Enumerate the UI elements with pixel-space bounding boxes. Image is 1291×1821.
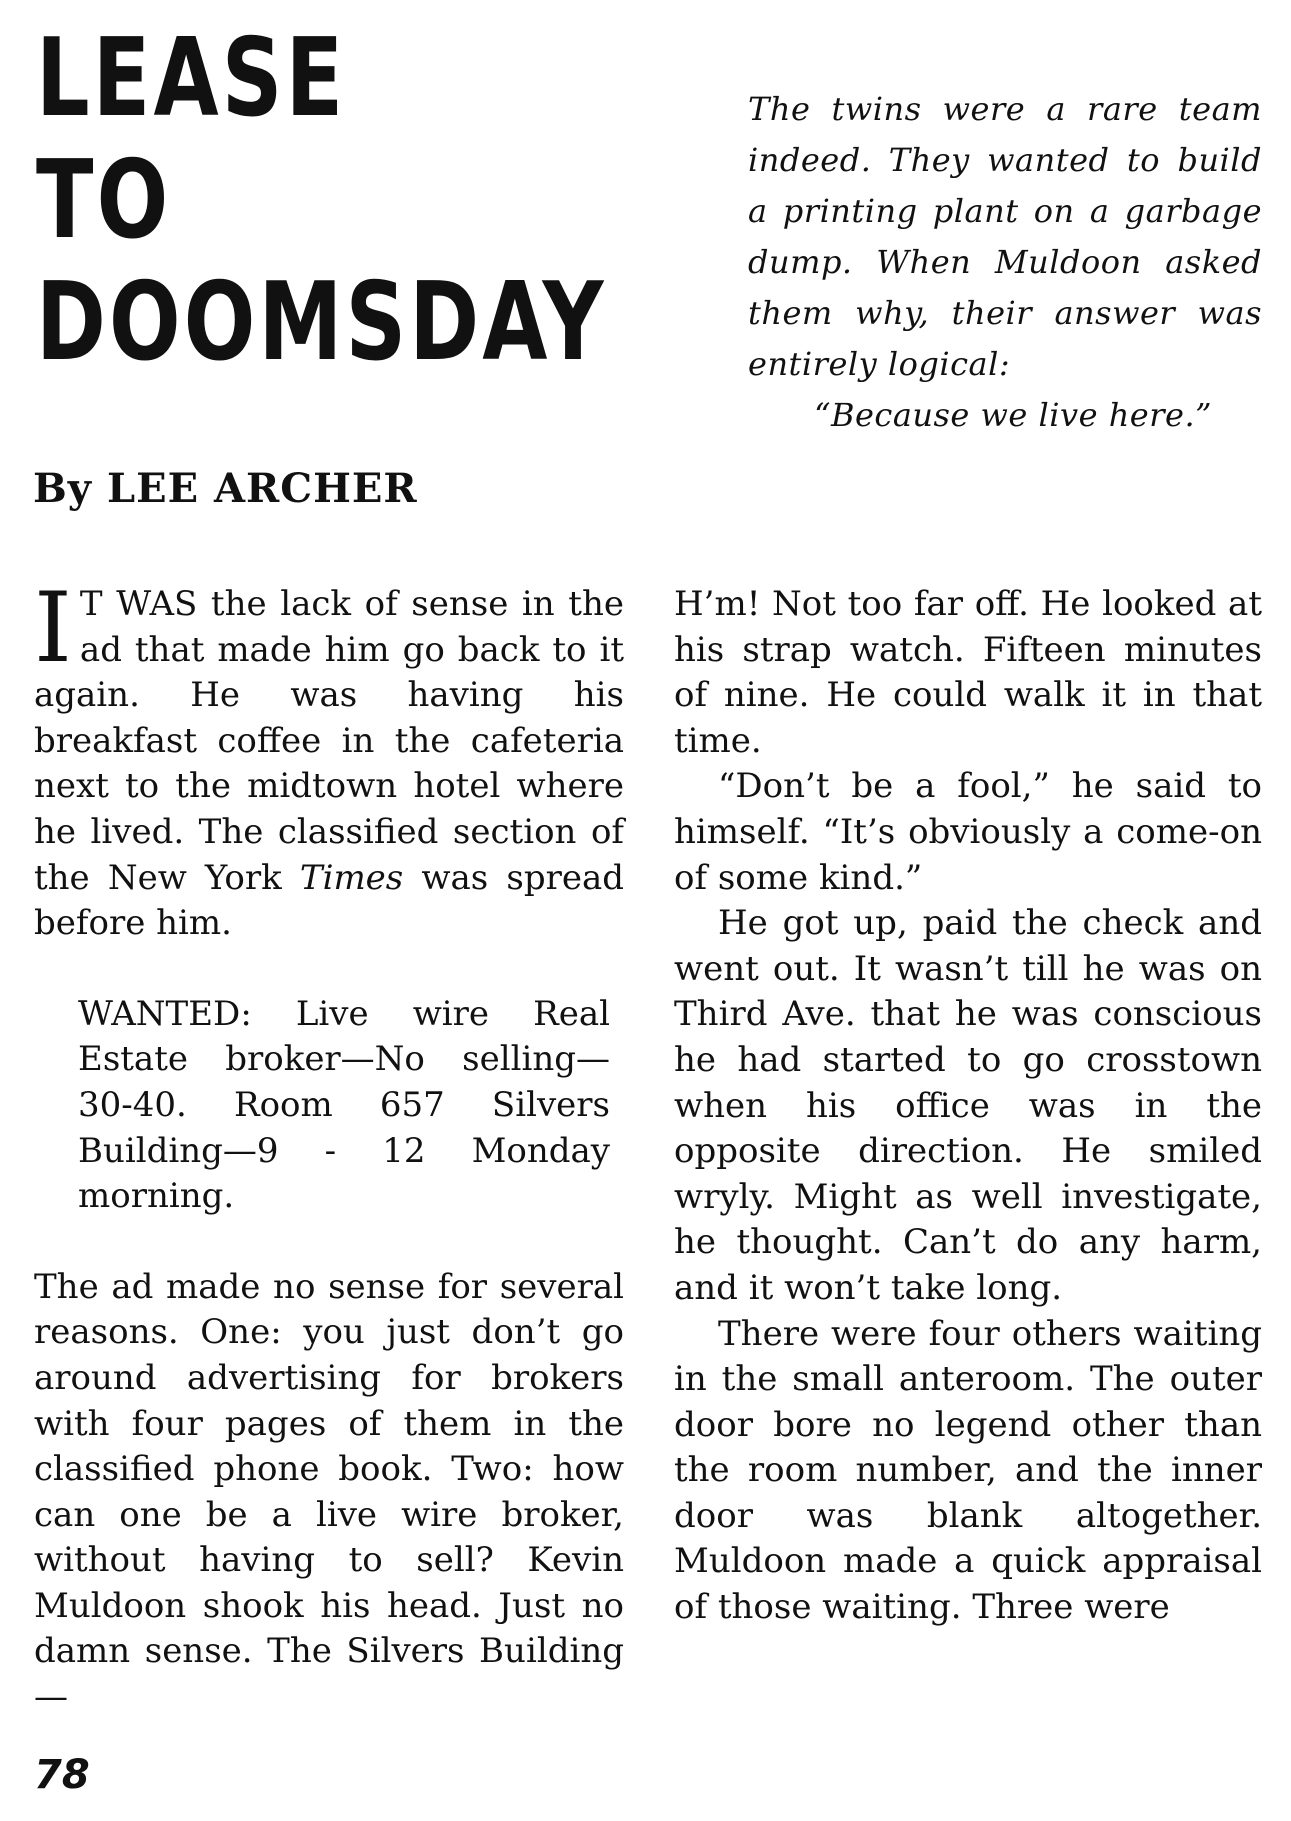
blurb-line-2: indeed. They wanted to build — [748, 141, 1262, 179]
blurb-quote: “Because we live here.” — [814, 396, 1212, 434]
right-paragraph-3: He got up, paid the check and went out. It wasn’t till he was on Third Ave. that he was conscious he had started to go crosstown when his office was in the opposite direction. He smiled wryly. Might as well investigate, he thought. Can’t do any harm, and it won’t take long. — [674, 903, 1262, 1308]
paragraph-2: The ad made no sense for several reasons. One: you just don’t go around advertising for brokers with four pages of them in the classified phone book. Two: how can one be a live wire broker, without having to sell? Kevin Muldoon shook his head. Just no damn sense. The Silvers Building— — [34, 1266, 624, 1718]
title-line-3: DOOMSDAY — [36, 260, 607, 385]
drop-cap: I — [34, 572, 72, 684]
opening-text-end: was spread before him. — [34, 857, 624, 944]
page-number: 78 — [34, 1752, 90, 1798]
blurb-line-5: them why, their answer was — [748, 294, 1262, 332]
byline: By LEE ARCHER — [33, 465, 418, 512]
left-column — [34, 572, 624, 1721]
right-paragraph-2: “Don’t be a fool,” he said to himself. “It’s obviously a come-on of some kind.” — [674, 766, 1262, 898]
opening-paragraph — [34, 572, 624, 947]
blurb-line-1: The twins were a rare team — [748, 90, 1262, 128]
newspaper-name: Times — [299, 857, 404, 898]
right-paragraph-4: There were four others waiting in the small anteroom. The outer door bore no legend other than the room number, and the inner door was blank altogether. Muldoon made a quick appraisal of those waiting. Three were — [674, 1313, 1262, 1628]
opening-text: T WAS the lack of sense in the ad that made him go back to it again. He was having his breakfast coffee in the cafeteria next to the midtown hotel where he lived. The classified section of the New York — [34, 584, 624, 898]
title-line-1: LEASE — [36, 16, 347, 141]
story-blurb — [748, 84, 1262, 441]
title-line-2: TO — [36, 138, 172, 263]
right-column — [674, 582, 1262, 1631]
right-paragraph-1: H’m! Not too far off. He looked at his strap watch. Fifteen minutes of nine. He could walk it in that time. — [674, 584, 1262, 761]
blurb-line-6: entirely logical: — [748, 345, 1011, 383]
classified-ad — [78, 992, 610, 1220]
story-title — [36, 16, 607, 385]
blurb-line-3: a printing plant on a garbage — [748, 192, 1262, 230]
blurb-line-4: dump. When Muldoon asked — [748, 243, 1262, 281]
ad-text: WANTED: Live wire Real Estate broker—No selling—30-40. Room 657 Silvers Building—9 - 12 Monday morning. — [78, 993, 610, 1217]
